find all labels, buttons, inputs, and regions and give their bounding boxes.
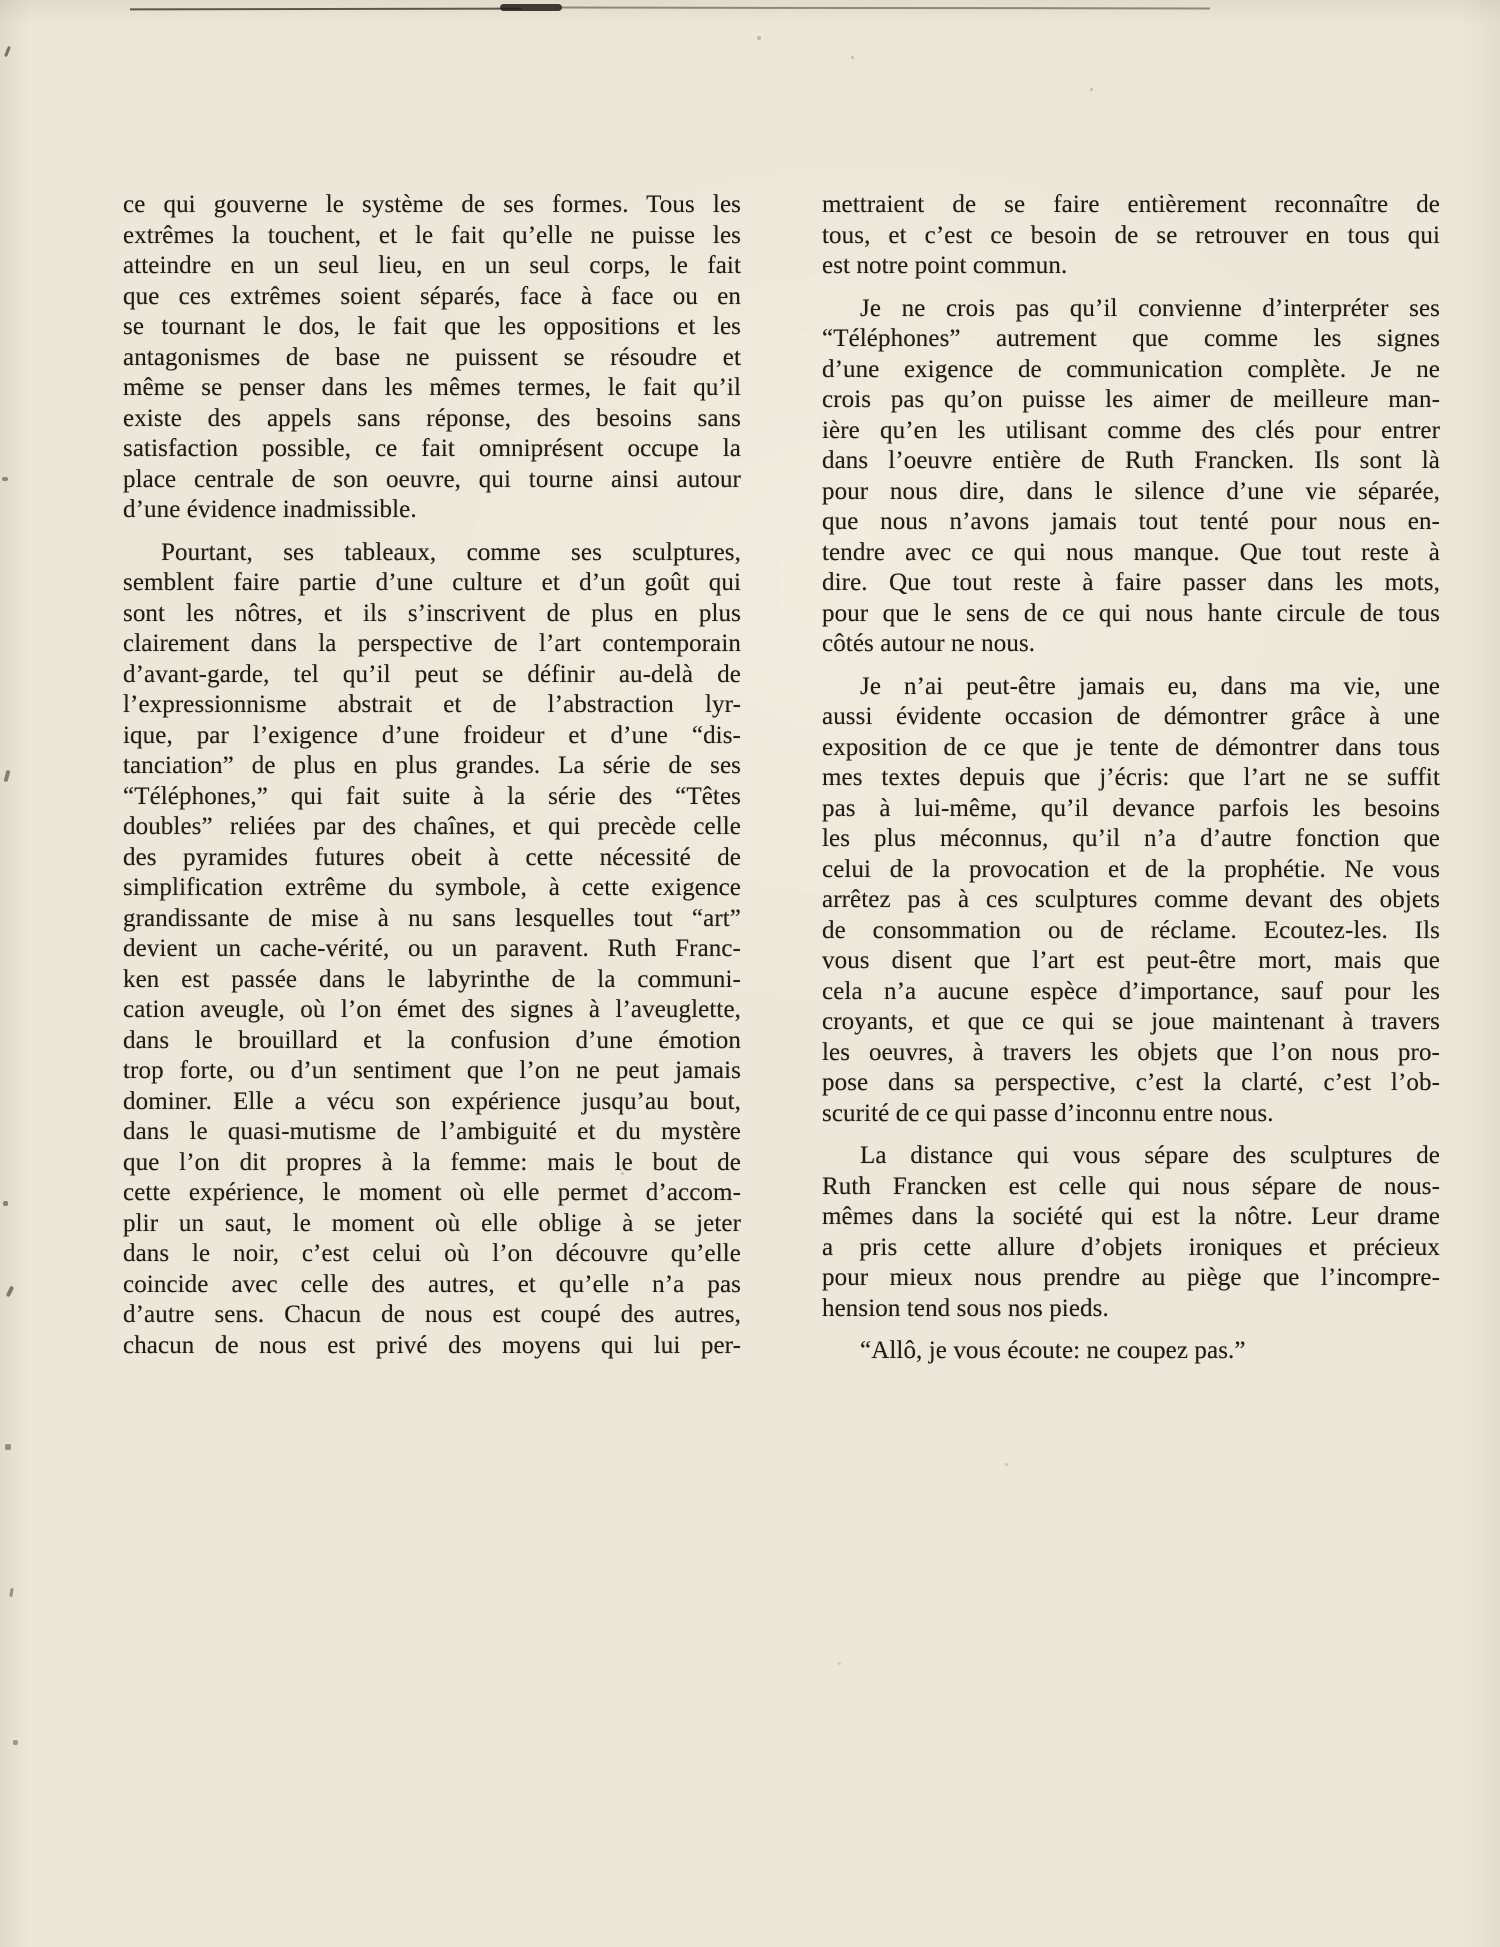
scan-dot	[851, 56, 854, 59]
text-line: hension tend sous nos pieds.	[822, 1294, 1109, 1322]
text-line: ce qui gouverne le système de ses formes. Tous les	[123, 191, 741, 218]
paragraph	[822, 672, 1440, 1130]
text-line: croyants, et que ce qui se joue maintenant à travers	[822, 1008, 1440, 1035]
text-line: dans l’oeuvre entière de Ruth Francken. Ils sont là	[822, 447, 1440, 474]
scan-speck	[5, 1444, 11, 1450]
text-line: Ruth Francken est celle qui nous sépare de nous-	[822, 1172, 1440, 1200]
text-line: Je ne crois pas qu’il convienne d’interpréter ses	[860, 294, 1440, 322]
text-line: “Téléphones” autrement que comme les signes	[822, 325, 1440, 352]
text-line: Pourtant, ses tableaux, comme ses sculptures,	[161, 538, 741, 566]
text-line: d’avant-garde, tel qu’il peut se définir au-delà de	[123, 660, 741, 688]
text-line: satisfaction possible, ce fait omniprésent occupe la	[123, 435, 741, 462]
text-line: “Allô, je vous écoute: ne coupez pas.”	[860, 1337, 1246, 1364]
text-line: “Téléphones,” qui fait suite à la série des “Têtes	[123, 782, 741, 810]
scan-speck	[4, 46, 11, 57]
text-line: dans le brouillard et la confusion d’une émotion	[123, 1026, 741, 1054]
scan-speck	[3, 1201, 8, 1206]
text-column-right	[822, 190, 1440, 1367]
text-line: La distance qui vous sépare des sculptures de	[860, 1142, 1440, 1169]
scan-artifact-top-line	[130, 8, 522, 11]
text-line: Je n’ai peut-être jamais eu, dans ma vie, une	[860, 672, 1440, 700]
text-column-left	[123, 190, 741, 1361]
text-line: les oeuvres, à travers les objets que l’on nous pro-	[822, 1038, 1440, 1066]
scan-dot	[1090, 88, 1093, 91]
scan-speck	[9, 1588, 14, 1597]
paragraph	[822, 1141, 1440, 1324]
scan-artifact-top-line-blob	[500, 4, 562, 11]
paragraph	[123, 190, 741, 526]
text-line: tanciation” de plus en plus grandes. La série de ses	[123, 752, 741, 779]
text-line: extrêmes la touchent, et le fait qu’elle ne puisse les	[123, 221, 741, 249]
text-line: doubles” reliées par des chaînes, et qui precède celle	[123, 813, 741, 840]
text-line: cation aveugle, où l’on émet des signes à l’aveuglette,	[123, 996, 741, 1023]
paragraph	[123, 538, 741, 1362]
text-line: cela n’a aucune espèce d’importance, sauf pour les	[822, 977, 1440, 1005]
scan-dot	[838, 1662, 841, 1665]
text-line: existe des appels sans réponse, des besoins sans	[123, 404, 741, 432]
text-line: même se penser dans les mêmes termes, le fait qu’il	[123, 374, 741, 401]
text-line: dire. Que tout reste à faire passer dans les mots,	[822, 569, 1440, 596]
text-line: place centrale de son oeuvre, qui tourne ainsi autour	[123, 465, 741, 493]
paragraph	[822, 1336, 1440, 1367]
text-line: dans le noir, c’est celui où l’on découvre qu’elle	[123, 1240, 741, 1267]
text-line: tendre avec ce qui nous manque. Que tout reste à	[822, 538, 1440, 566]
text-line: l’expressionnisme abstrait et de l’abstraction lyr-	[123, 691, 741, 718]
scan-speck	[2, 477, 8, 481]
text-line: cette expérience, le moment où elle permet d’accom-	[123, 1179, 741, 1206]
text-line: aussi évidente occasion de démontrer grâce à une	[822, 703, 1440, 730]
text-line: mes textes depuis que j’écris: que l’art ne se suffit	[822, 764, 1440, 791]
text-line: mêmes dans la société qui est la nôtre. Leur drame	[822, 1203, 1440, 1230]
scan-artifact-top-line	[560, 7, 1210, 10]
text-line: simplification extrême du symbole, à cette exigence	[123, 874, 741, 901]
text-line: des pyramides futures obeit à cette nécessité de	[123, 843, 741, 871]
text-line: plir un saut, le moment où elle oblige à se jeter	[123, 1209, 741, 1237]
text-line: pour nous dire, dans le silence d’une vie séparée,	[822, 477, 1440, 505]
text-line: arrêtez pas à ces sculptures comme devant des objets	[822, 886, 1440, 913]
text-line: sont les nôtres, et ils s’inscrivent de plus en plus	[123, 599, 741, 627]
scan-speck	[13, 1740, 18, 1745]
text-line: ken est passée dans le labyrinthe de la communi-	[123, 965, 741, 993]
text-line: antagonismes de base ne puissent se résoudre et	[123, 343, 741, 371]
text-line: pas à lui-même, qu’il devance parfois les besoins	[822, 794, 1440, 822]
text-line: celui de la provocation et de la prophétie. Ne vous	[822, 855, 1440, 883]
text-line: ière qu’en les utilisant comme des clés pour entrer	[822, 416, 1440, 444]
text-line: semblent faire partie d’une culture et d’un goût qui	[123, 569, 741, 596]
text-line: scurité de ce qui passe d’inconnu entre nous.	[822, 1099, 1274, 1127]
text-line: les plus méconnus, qu’il n’a d’autre fonction que	[822, 825, 1440, 852]
text-line: dominer. Elle a vécu son expérience jusqu’au bout,	[123, 1087, 741, 1115]
text-line: grandissante de mise à nu sans lesquelles tout “art”	[123, 904, 741, 932]
text-line: devient un cache-vérité, ou un paravent. Ruth Franc-	[123, 935, 741, 962]
text-line: pour mieux nous prendre au piège que l’incompre-	[822, 1264, 1440, 1291]
scan-dot	[1005, 1463, 1008, 1466]
text-line: se tournant le dos, le fait que les oppositions et les	[123, 313, 741, 340]
text-line: d’une évidence inadmissible.	[123, 496, 417, 523]
text-line: de consommation ou de réclame. Ecoutez-les. Ils	[822, 916, 1440, 944]
scan-speck	[4, 770, 11, 783]
text-line: que l’on dit propres à la femme: mais le bout de	[123, 1148, 741, 1176]
text-line: que ces extrêmes soient séparés, face à face ou en	[123, 282, 741, 310]
text-line: chacun de nous est privé des moyens qui lui per-	[123, 1331, 741, 1359]
text-line: ique, par l’exigence d’une froideur et d’une “dis-	[123, 721, 741, 749]
paragraph	[822, 190, 1440, 282]
text-line: crois pas qu’on puisse les aimer de meilleure man-	[822, 386, 1440, 413]
paragraph	[822, 294, 1440, 660]
text-line: exposition de ce que je tente de démontrer dans tous	[822, 733, 1440, 761]
text-line: est notre point commun.	[822, 252, 1068, 279]
scan-speck	[6, 1286, 14, 1298]
text-line: a pris cette allure d’objets ironiques et précieux	[822, 1233, 1440, 1261]
text-line: tous, et c’est ce besoin de se retrouver en tous qui	[822, 221, 1440, 249]
text-line: côtés autour ne nous.	[822, 630, 1036, 657]
text-line: atteindre en un seul lieu, en un seul corps, le fait	[123, 252, 741, 279]
text-line: trop forte, ou d’un sentiment que l’on ne peut jamais	[123, 1057, 741, 1084]
text-line: d’une exigence de communication complète. Je ne	[822, 355, 1440, 383]
text-line: coincide avec celle des autres, et qu’elle n’a pas	[123, 1270, 741, 1298]
text-line: que nous n’avons jamais tout tenté pour nous en-	[822, 508, 1440, 535]
text-line: pour que le sens de ce qui nous hante circule de tous	[822, 599, 1440, 627]
text-line: dans le quasi-mutisme de l’ambiguité et du mystère	[123, 1118, 741, 1145]
text-line: clairement dans la perspective de l’art contemporain	[123, 630, 741, 657]
text-line: d’autre sens. Chacun de nous est coupé des autres,	[123, 1301, 741, 1328]
scan-dot	[757, 36, 761, 40]
text-line: pose dans sa perspective, c’est la clarté, c’est l’ob-	[822, 1069, 1440, 1096]
text-line: vous disent que l’art est peut-être mort, mais que	[822, 947, 1440, 974]
text-line: mettraient de se faire entièrement reconnaître de	[822, 191, 1440, 218]
